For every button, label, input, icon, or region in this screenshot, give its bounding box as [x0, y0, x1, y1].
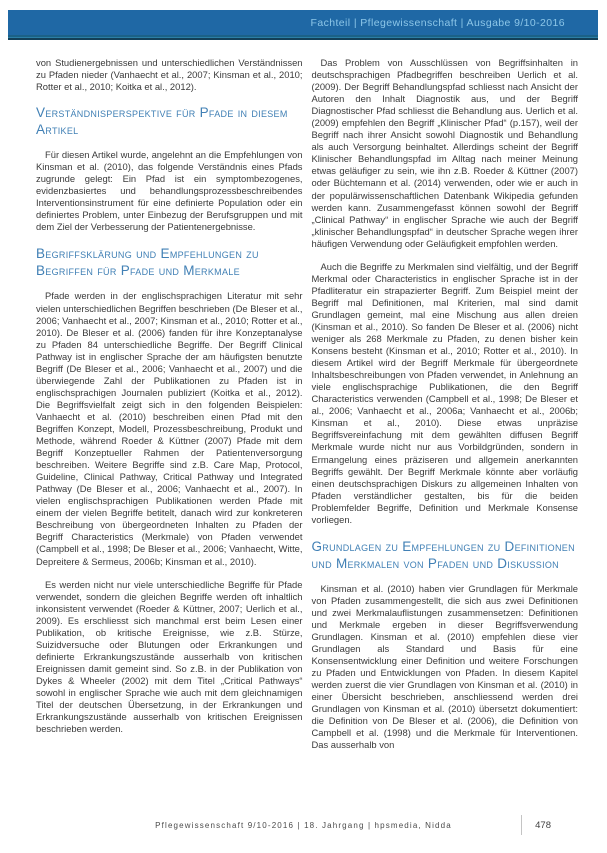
- article-body: [36, 57, 578, 813]
- paragraph: Für diesen Artikel wurde, angelehnt an die Empfehlungen von Kinsman et al. (2010), das folgende Verständnis eines Pfads zugrunde gelegt: Ein Pfad ist ein symptombezogenes, evidenzbasiertes und behandlungsprozessbeschreibendes Interventionsinstrument für eine definierte Population oder ein definiertes Problem, unter Einbezug der Berufsgruppen und mit dem Ziel der Verbesserung der Patientenergebnisse.: [36, 149, 303, 233]
- footer-journal-info: Pflegewissenschaft 9/10-2016 | 18. Jahrgang | hpsmedia, Nidda: [155, 821, 452, 830]
- footer-page-number: [521, 815, 551, 835]
- left-column: [36, 57, 303, 813]
- section-heading-grundlagen: Grundlagen zu Empfehlungen zu Definitionen und Merkmalen von Pfaden und Diskussion: [311, 538, 575, 571]
- paragraph: Es werden nicht nur viele unterschiedliche Begriffe für Pfade verwendet, sondern die gleichen Begriffe werden oft inhaltlich inkonsistent verwendet (Roeder & Küttner, 2007; Uerlich et al., 2009). Es erschliesst sich manchmal erst beim Lesen einer Publikation, ob kritische Ereignisse, wie z.B. Stürze, Suizidversuche oder Blutungen oder Erkrankungen und definierte Erkrankungszustände ausserhalb von kritischen Ereignissen damit gemeint sind. So z.B. in der Publikation von Dykes & Wheeler (2002) mit dem Titel „Critical Pathways“ sowohl in englischer Sprache wie auch mit dem gleichnamigen Titel der deutschen Übersetzung, in der Erkrankungen und Erkrankungszustände ausserhalb von kritischen Ereignissen beschrieben werden.: [36, 578, 303, 735]
- paragraph: Kinsman et al. (2010) haben vier Grundlagen für Merkmale von Pfaden zusammengestellt, die sich aus zwei Definitionen und zwei Merkmalauflistungen zusammensetzen: Definitionen und Merkmale ergeben in dieser Begriffsverwendung Grundlagen. Kinsman et al. (2010) empfehlen diese vier Grundlagen als Standard und Basis für eine Konsensentwicklung einer Definition und weitere Forschungen zu Pfaden und Entwicklungen von Pfaden. In diesem Kapitel werden zuerst die vier Grundlagen von Kinsman et al. (2010) in einer Übersicht beschrieben, anschliessend werden drei Grundlagen von Kinsman et al. (2010) übersetzt dokumentiert: die Definition von De Bleser et al. (2006), die Definition von Campbell et al. (1998) und die Merkmale für Interventionen. Das ausserhalb von: [311, 582, 578, 751]
- paragraph: Das Problem von Ausschlüssen von Begriffsinhalten in deutschsprachigen Pfadbegriffen beschreiben Uerlich et al. (2009). Der Begriff Behandlungspfad schliesst nach Ansicht der Autoren den Inhalt Diagnostik aus, und der Begriff Diagnostischer Pfad schliesst die Behandlung aus. Uerlich et al. (2009) empfehlen den Begriff „Klinischer Pfad“ (p.157), weil der Begriff nach ihrer Ansicht sowohl Diagnostik und Behandlung als auch Versorgung beinhaltet. Allerdings scheint der Begriff Klinischer Behandlungspfad im Alltag nach meiner Meinung etwas geläufiger zu sein, wie ihn z.B. Roeder & Küttner (2007) oder Büchtemann et al. (2014) verwenden, oder wie er auch in der populärwissenschaftlichen Datenbank Wikipedia gefunden werden kann. Zusammengefasst können sowohl der Begriff „Clinical Pathway“ in englischer Sprache wie auch der Begriff „klinischer Behandlungspfad“ in deutscher Sprache wegen ihrer häufigen Verwendung oder Geläufigkeit empfohlen werden.: [311, 57, 578, 249]
- page-number: 478: [535, 819, 551, 831]
- section-heading-begriffsklaerung: Begriffsklärung und Empfehlungen zu Begriffen für Pfade und Merkmale: [36, 246, 259, 279]
- right-column: [312, 57, 579, 813]
- footer-divider: [521, 815, 522, 835]
- header-bar-title: Fachteil | Pflegewissenschaft | Ausgabe 9/10-2016: [310, 16, 565, 29]
- section-heading-verstaendnisperspektive: Verständnisperspektive für Pfade in diesem Artikel: [36, 105, 288, 138]
- header-bar: [8, 10, 598, 35]
- paragraph: Pfade werden in der englischsprachigen Literatur mit sehr vielen unterschiedlichen Begriffen beschrieben (De Bleser et al., 2006; Vanhaecht et al., 2007; Kinsman et al., 2010; Rotter et al., 2010). De Bleser et al. (2006) fanden für ihre Konzeptanalyse zu Pfaden 84 unterschiedliche Begriffe. Der Begriff Clinical Pathway ist in englischer Sprache der am häufigsten benutzte Begriff (De Bleser et al., 2006; Vanhaecht et al., 2007) und die überwiegende Zahl der Publikationen zu Pfaden ist in englischsprachigen Journalen publiziert (Koitka et al., 2012). Die Begriffsvielfalt zeigt sich in den folgenden Beispielen: Vanhaecht et al. (2010) beschreiben einen Pfad mit den Begriffen Konzept, Modell, Prozessbeschreibung, Produkt und Methode, während Roeder & Küttner (2007) Pfade mit dem Begriff Konzeptueller Rahmen der Patientenversorgung beschreiben. Weitere Begriffe sind z.B. Care Map, Protocol, Guideline, Clinical Pathway, Critical Pathway und Integrated Pathway (De Bleser et al., 2006; Vanhaecht et al., 2007). In vielen englischsprachigen Publikationen werden Pfade mit einem der vielen Begriffe betitelt, danach wird zur konkreteren Beschreibung von übergeordneten Inhalten zu Pfaden der Begriff Characteristics (Merkmale) von Pfaden verwendet (Campbell et al., 1998; De Bleser et al., 2006; Vanhaecht, Witte, Depreitere & Sermeus, 2006b; Kinsman et al., 2010).: [36, 290, 303, 567]
- paragraph: Auch die Begriffe zu Merkmalen sind vielfältig, und der Begriff Merkmal oder Characteristics in englischer Sprache ist in der Pfadliteratur ein strapazierter Begriff. Zum Beispiel meint der Begriff mal Definitionen, mal Kriterien, mal sind damit Grundlagen gemeint, mal eine Mischung aus allen dreien (Kinsman et al., 2010). So fanden De Bleser et al. (2006) nicht weniger als 268 Merkmale zu Pfaden, zu denen bisher kein Konsens besteht (Kinsman et al., 2010; Rotter et al., 2010). In diesem Artikel wird der Begriff Merkmale für übergeordnete Inhaltsbeschreibungen von Pfaden verwendet, in Anlehnung an viele englischsprachige Publikationen, die den Begriff Characteristics verwenden (Campbell et al., 1998; De Bleser et al., 2006; Vanhaecht et al., 2006a; Vanhaecht et al., 2006b; Kinsman et al., 2010). Diese etwas unpräzise Begriffsvereinfachung mit dem gewählten diffusen Begriff Merkmale wurde nicht nur aus Vorbildgründen, sondern in Ermangelung eines präziseren und allgemein anerkannten Begriffs gewählt. Der Begriff Merkmale könnte aber vorläufig einen deutschsprachigen Diskurs zu allgemeinen Inhalten von Pfaden verständlicher gestalten, bis für die beiden Problemfelder Begriffe, Definition und Merkmale Konsense vorliegen.: [311, 260, 578, 525]
- header-bar-edge: [8, 35, 598, 40]
- paragraph-continuation: von Studienergebnissen und unterschiedlichen Verständnissen zu Pfaden nieder (Vanhaecht et al., 2007; Kinsman et al., 2010; Rotter et al., 2010; Koitka et al., 2012).: [36, 57, 303, 93]
